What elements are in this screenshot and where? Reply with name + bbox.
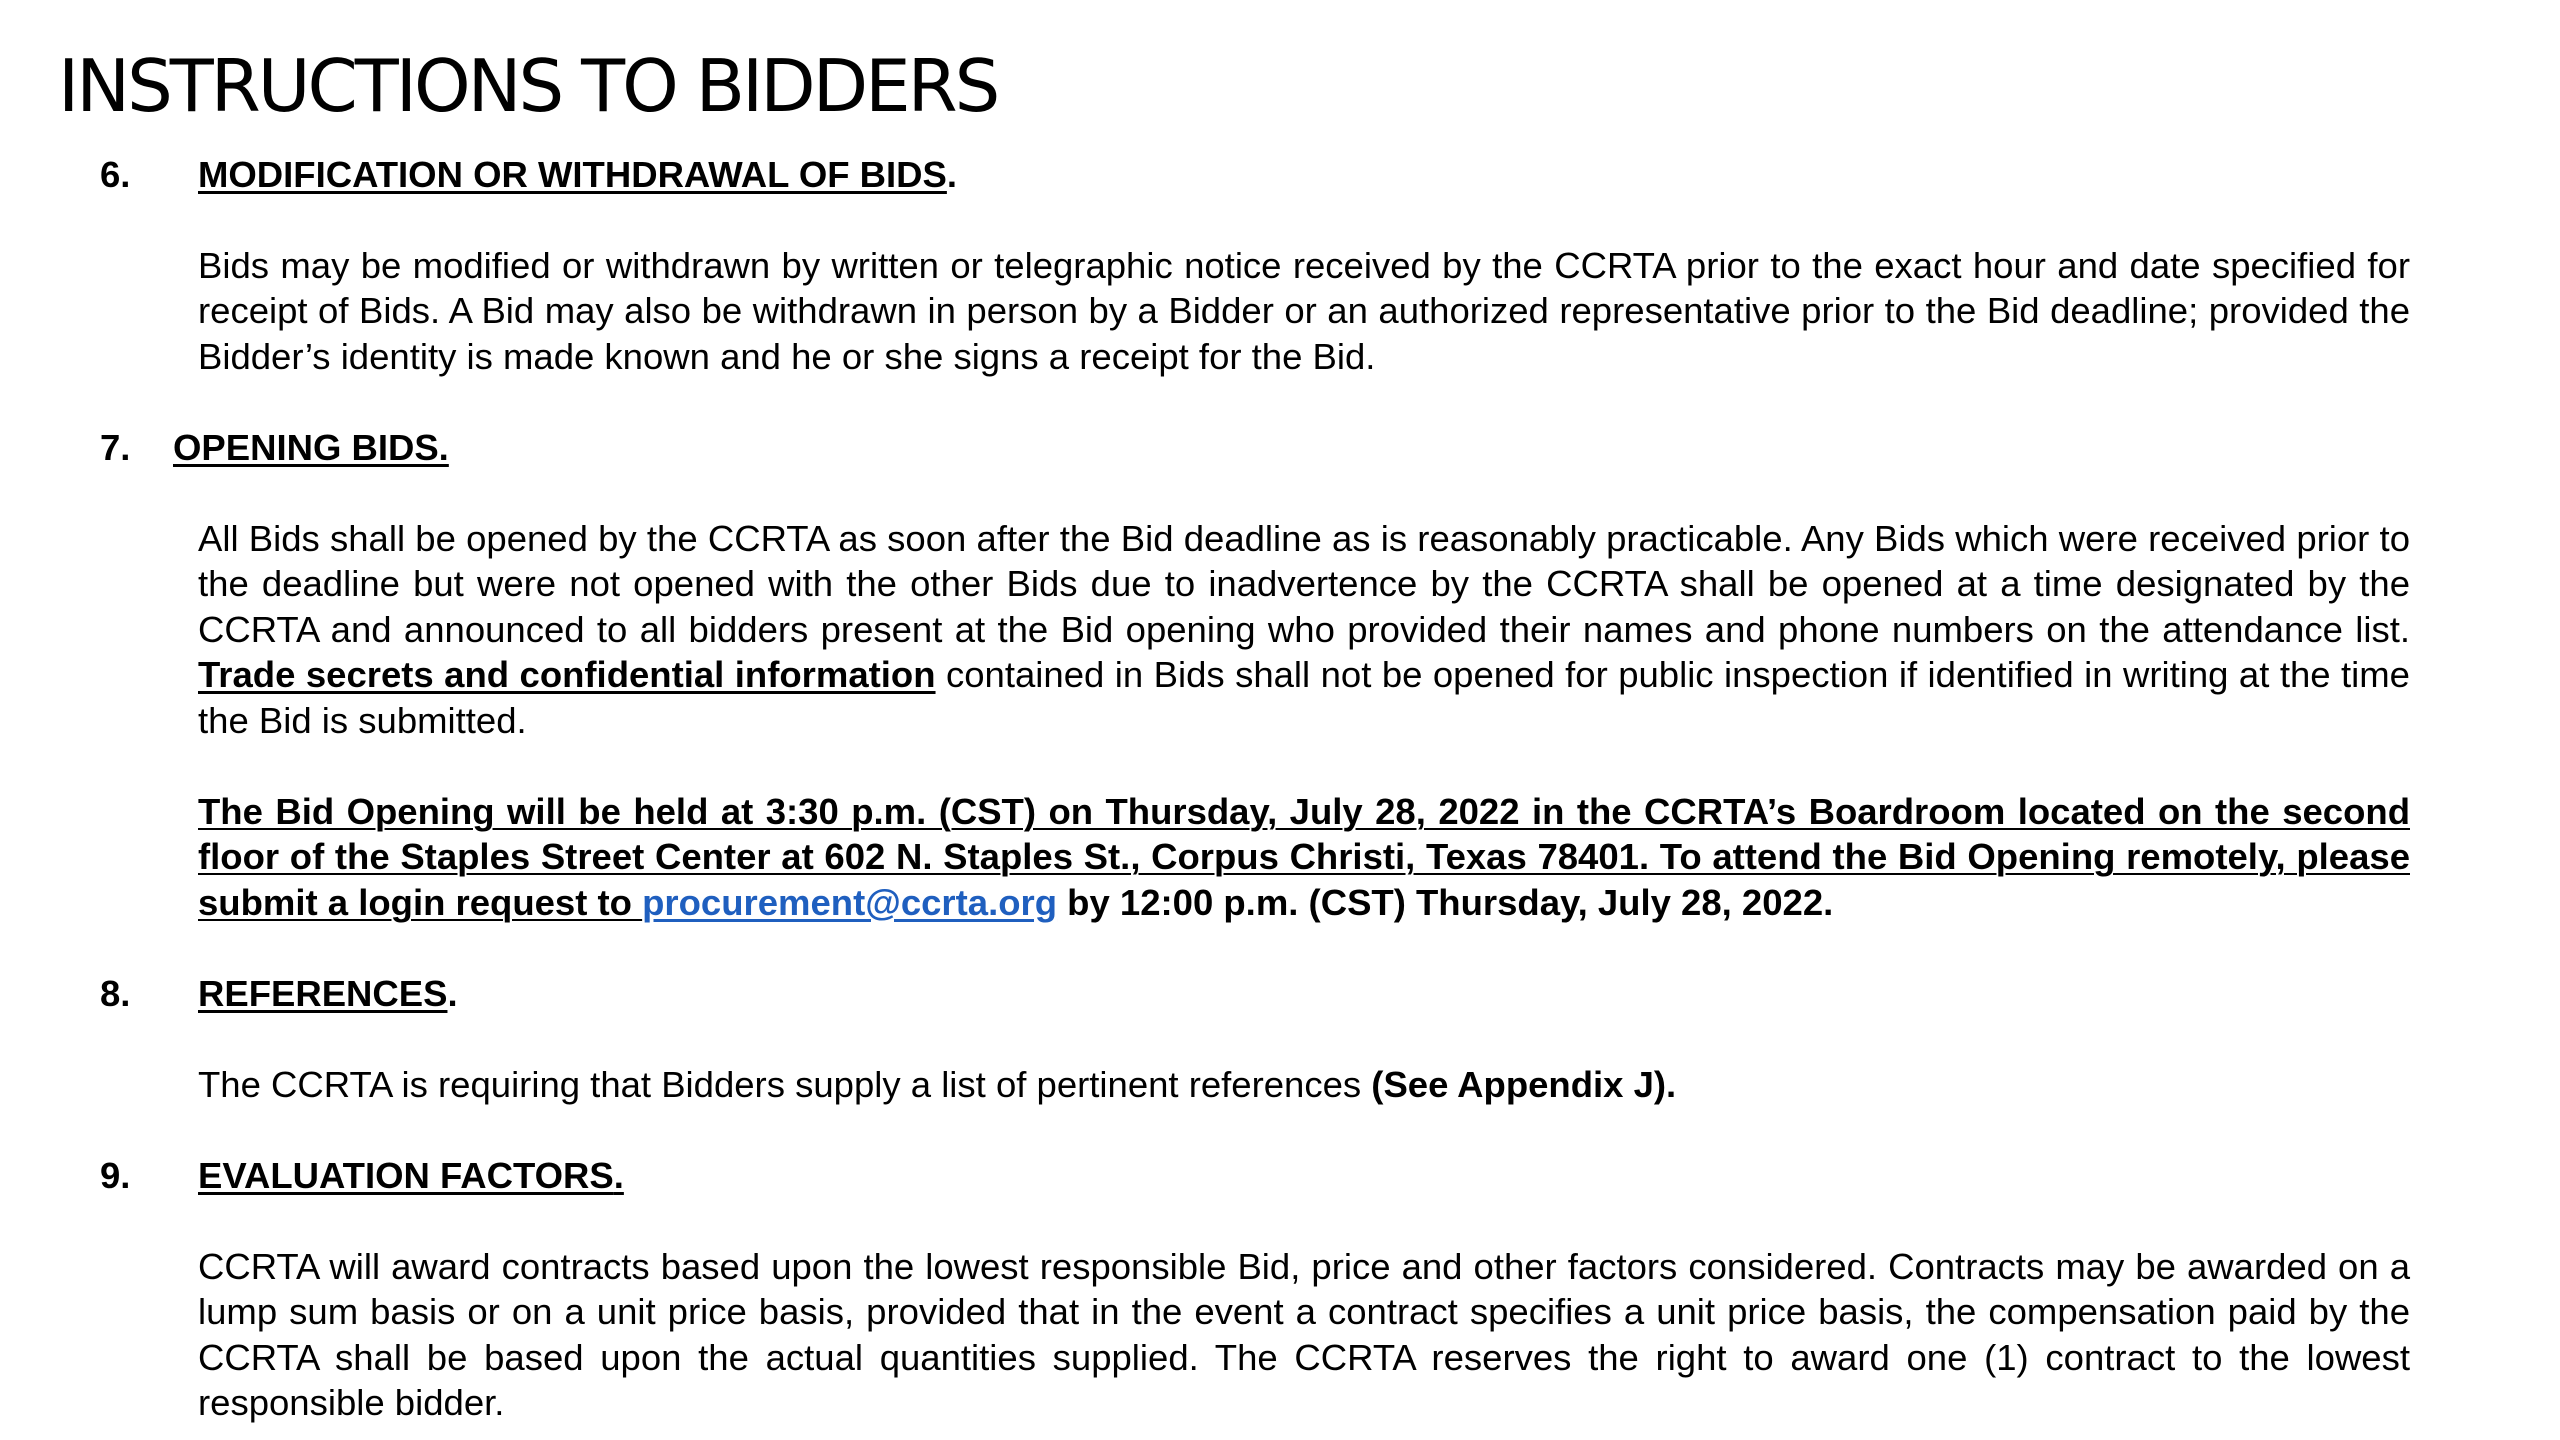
section-9-heading xyxy=(198,1153,624,1198)
section-9-number: 9. xyxy=(100,1155,131,1196)
section-8-heading-suffix: . xyxy=(447,973,458,1014)
section-6-number: 6. xyxy=(100,154,131,195)
section-8-paragraph xyxy=(198,1062,1676,1107)
section-8-heading-text: REFERENCES xyxy=(198,973,448,1014)
page-title: INSTRUCTIONS TO BIDDERS xyxy=(58,44,998,128)
section-8-heading xyxy=(198,971,458,1016)
section-8-paragraph-text: The CCRTA is requiring that Bidders supply a list of pertinent references xyxy=(198,1064,1372,1105)
bid-opening-notice-tail: by 12:00 p.m. (CST) Thursday, July 28, 2022. xyxy=(1057,881,1834,923)
bid-opening-notice xyxy=(198,789,2410,925)
section-9-heading-suffix: . xyxy=(613,1155,624,1196)
section-7-paragraph xyxy=(198,516,2410,743)
section-7-number: 7. xyxy=(100,427,131,468)
section-7-heading xyxy=(173,425,449,470)
section-6-heading-text: MODIFICATION OR WITHDRAWAL OF BIDS xyxy=(198,154,947,195)
procurement-email-link[interactable]: procurement@ccrta.org xyxy=(642,881,1058,923)
section-8-number: 8. xyxy=(100,973,131,1014)
section-6-heading xyxy=(198,152,957,197)
section-7-paragraph-part2: contained in Bids shall not be opened for public inspection if identified in writing at the time the Bid is submitted. xyxy=(198,654,2410,741)
section-6-paragraph: Bids may be modified or withdrawn by written or telegraphic notice received by the CCRTA prior to the exact hour and date specified for receipt of Bids. A Bid may also be withdrawn in person by a Bidder or an authorized representative prior to the Bid deadline; provided the Bidder’s identity is made known and he or she signs a receipt for the Bid. xyxy=(198,245,2410,377)
section-7-paragraph-part1: All Bids shall be opened by the CCRTA as soon after the Bid deadline as is reasonably practicable. Any Bids which were received prior to the deadline but were not opened with the other Bids due to inadvertence by the CCRTA shall be opened at a time designated by the CCRTA and announced to all bidders present at the Bid opening who provided their names and phone numbers on the attendance list. xyxy=(198,518,2410,650)
section-9-heading-text: EVALUATION FACTORS xyxy=(198,1155,614,1196)
trade-secrets-emphasis: Trade secrets and confidential information xyxy=(198,654,936,696)
bid-opening-notice-text: The Bid Opening will be held at 3:30 p.m. (CST) on Thursday, July 28, 2022 in the CCRTA’s Boardroom located on the second floor of the Staples Street Center at 602 N. Staples St., Corpus Christi, Texas 78401. To attend the Bid Opening remotely, please submit a login request to xyxy=(198,791,2410,923)
section-7-heading-text: OPENING BIDS. xyxy=(173,427,449,468)
section-9-paragraph: CCRTA will award contracts based upon the lowest responsible Bid, price and other factors considered. Contracts may be awarded on a lump sum basis or on a unit price basis, provided that in the event a contract specifies a unit price basis, the compensation paid by the CCRTA shall be based upon the actual quantities supplied. The CCRTA reserves the right to award one (1) contract to the lowest responsible bidder. xyxy=(198,1246,2410,1424)
section-6-heading-suffix: . xyxy=(946,154,958,195)
appendix-reference: (See Appendix J). xyxy=(1371,1064,1677,1105)
